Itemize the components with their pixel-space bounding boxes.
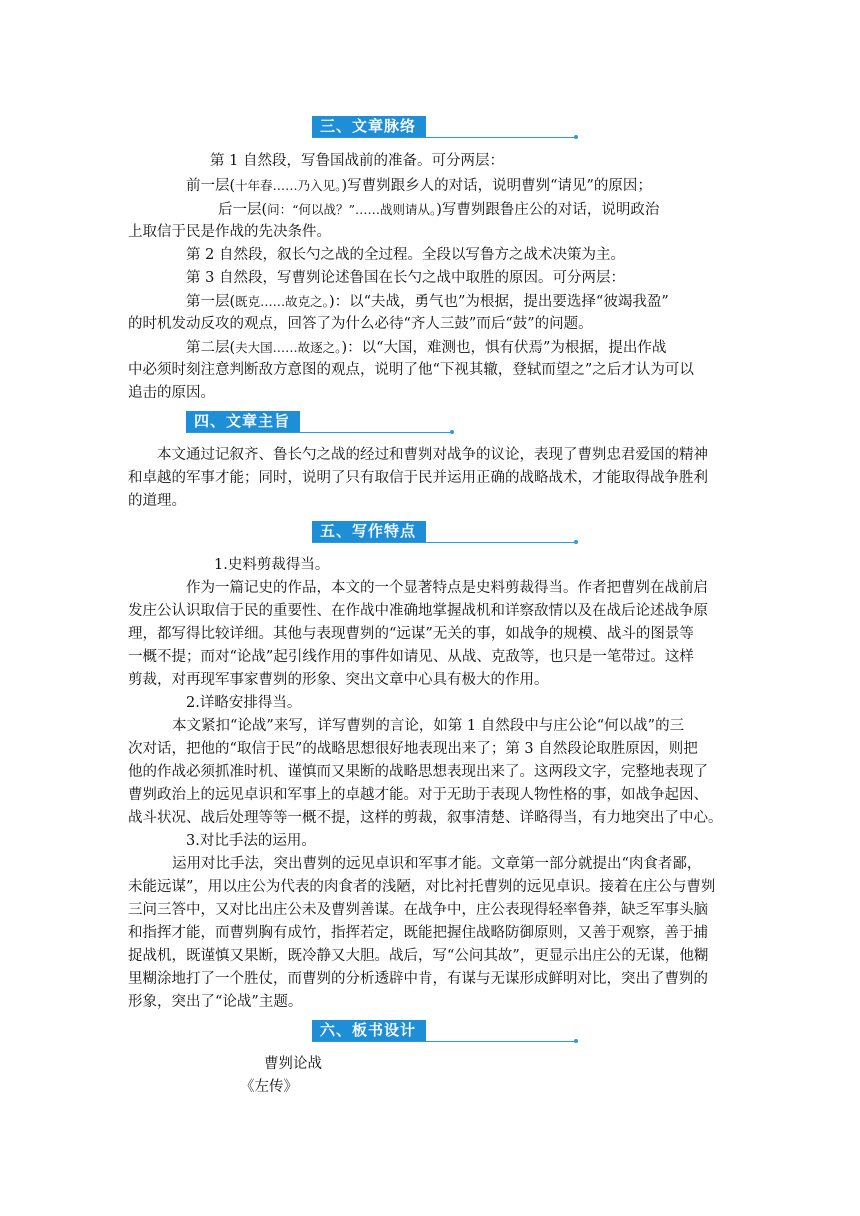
section-heading-theme: [186, 411, 456, 433]
paragraph-line: 第 2 自然段，叙长勺之战的全过程。全段以写鲁方之战术决策为主。: [186, 247, 625, 263]
paragraph-line: 形象，突出了“论战”主题。: [128, 994, 303, 1010]
section-heading-board: [312, 1020, 580, 1042]
paragraph-line: 的道理。: [128, 493, 186, 509]
paragraph-line: 前一层(十年春……乃入见。)写曹刿跟乡人的对话，说明曹刿“请见”的原因；: [186, 178, 652, 194]
paragraph-line: 曹刿政治上的远见卓识和军事上的卓越才能。对于无助于表现人物性格的事，如战争起因、: [128, 787, 708, 803]
paragraph-line: 发庄公认识取信于民的重要性、在作战中准确地掌握战机和详察敌情以及在战后论述战争原: [128, 603, 708, 619]
section-heading-structure: [312, 116, 580, 138]
paragraph-line: 后一层(问：“何以战？”……战则请从。)写曹刿跟鲁庄公的对话，说明政治: [218, 202, 660, 218]
paragraph-line: 未能远谋”，用以庄公为代表的肉食者的浅陋，对比衬托曹刿的远见卓识。接着在庄公与曹刿: [128, 879, 716, 895]
section-heading-features: [312, 521, 580, 543]
paragraph-line: 理，都写得比较详细。其他与表现曹刿的“远谋”无关的事，如战争的规模、战斗的图景等: [128, 626, 694, 642]
paragraph-line: 他的作战必须抓准时机、谨慎而又果断的战略思想表现出来了。这两段文字，完整地表现了: [128, 764, 708, 780]
paragraph-line: 上取信于民是作战的先决条件。: [128, 224, 331, 240]
section-heading-label: 四、文章主旨: [186, 411, 298, 432]
subsection-title: 1.史料剪裁得当。: [214, 557, 330, 573]
paragraph-line: 本文紧扣“论战”来写，详写曹刿的言论，如第 1 自然段中与庄公论“何以战”的三: [172, 718, 685, 734]
section-heading-label: 五、写作特点: [312, 521, 424, 542]
paragraph-line: 三问三答中，又对比出庄公未及曹刿善谋。在战争中，庄公表现得轻率鲁莽，缺乏军事头脑: [128, 902, 708, 918]
board-source: 《左传》: [240, 1079, 298, 1095]
paragraph-line: 里糊涂地打了一个胜仗，而曹刿的分析透辟中肯，有谋与无谋形成鲜明对比，突出了曹刿的: [128, 971, 708, 987]
paragraph-line: 战斗状况、战后处理等等一概不提，这样的剪裁，叙事清楚、详略得当，有力地突出了中心。: [128, 810, 723, 826]
paragraph-line: 作为一篇记史的作品，本文的一个显著特点是史料剪裁得当。作者把曹刿在战前启: [186, 580, 708, 596]
paragraph-line: 的时机发动反攻的观点，回答了为什么必待“齐人三鼓”而后“鼓”的问题。: [128, 316, 593, 332]
board-title: 曹刿论战: [264, 1056, 322, 1072]
paragraph-line: 第一层(既克……故克之。)：以“夫战，勇气也”为根据，提出要选择“彼竭我盈”: [186, 294, 669, 310]
paragraph-line: 和指挥才能，而曹刿胸有成竹，指挥若定，既能把握住战略防御原则，又善于观察，善于捕: [128, 925, 708, 941]
subsection-title: 3.对比手法的运用。: [186, 833, 316, 849]
paragraph-line: 追击的原因。: [128, 385, 215, 401]
paragraph-line: 一概不提；而对“论战”起引线作用的事件如请见、从战、克敌等，也只是一笔带过。这样: [128, 649, 694, 665]
paragraph-line: 第二层(夫大国……故逐之。)：以“大国，难测也，惧有伏焉”为根据，提出作战: [186, 340, 667, 356]
paragraph-line: 中必须时刻注意判断敌方意图的观点，说明了他“下视其辙，登轼而望之”之后才认为可以: [128, 362, 694, 378]
paragraph-line: 剪裁，对再现军事家曹刿的形象、突出文章中心具有极大的作用。: [128, 672, 549, 688]
paragraph-line: 次对话，把他的“取信于民”的战略思想很好地表现出来了；第 3 自然段论取胜原因，则把: [128, 741, 698, 757]
subsection-title: 2.详略安排得当。: [186, 695, 302, 711]
paragraph-line: 本文通过记叙齐、鲁长勺之战的经过和曹刿对战争的议论，表现了曹刿忠君爱国的精神: [157, 447, 708, 463]
section-heading-label: 三、文章脉络: [312, 116, 424, 137]
paragraph-line: 捉战机，既谨慎又果断，既冷静又大胆。战后，写“公问其故”，更显示出庄公的无谋，他糊: [128, 948, 709, 964]
paragraph-line: 运用对比手法，突出曹刿的远见卓识和军事才能。文章第一部分就提出“肉食者鄙，: [172, 856, 702, 872]
paragraph-line: 和卓越的军事才能；同时，说明了只有取信于民并运用正确的战略战术，才能取得战争胜利: [128, 470, 708, 486]
section-heading-label: 六、板书设计: [312, 1020, 424, 1041]
paragraph-line: 第 1 自然段，写鲁国战前的准备。可分两层：: [210, 153, 504, 169]
paragraph-line: 第 3 自然段，写曹刿论述鲁国在长勺之战中取胜的原因。可分两层：: [186, 270, 625, 286]
